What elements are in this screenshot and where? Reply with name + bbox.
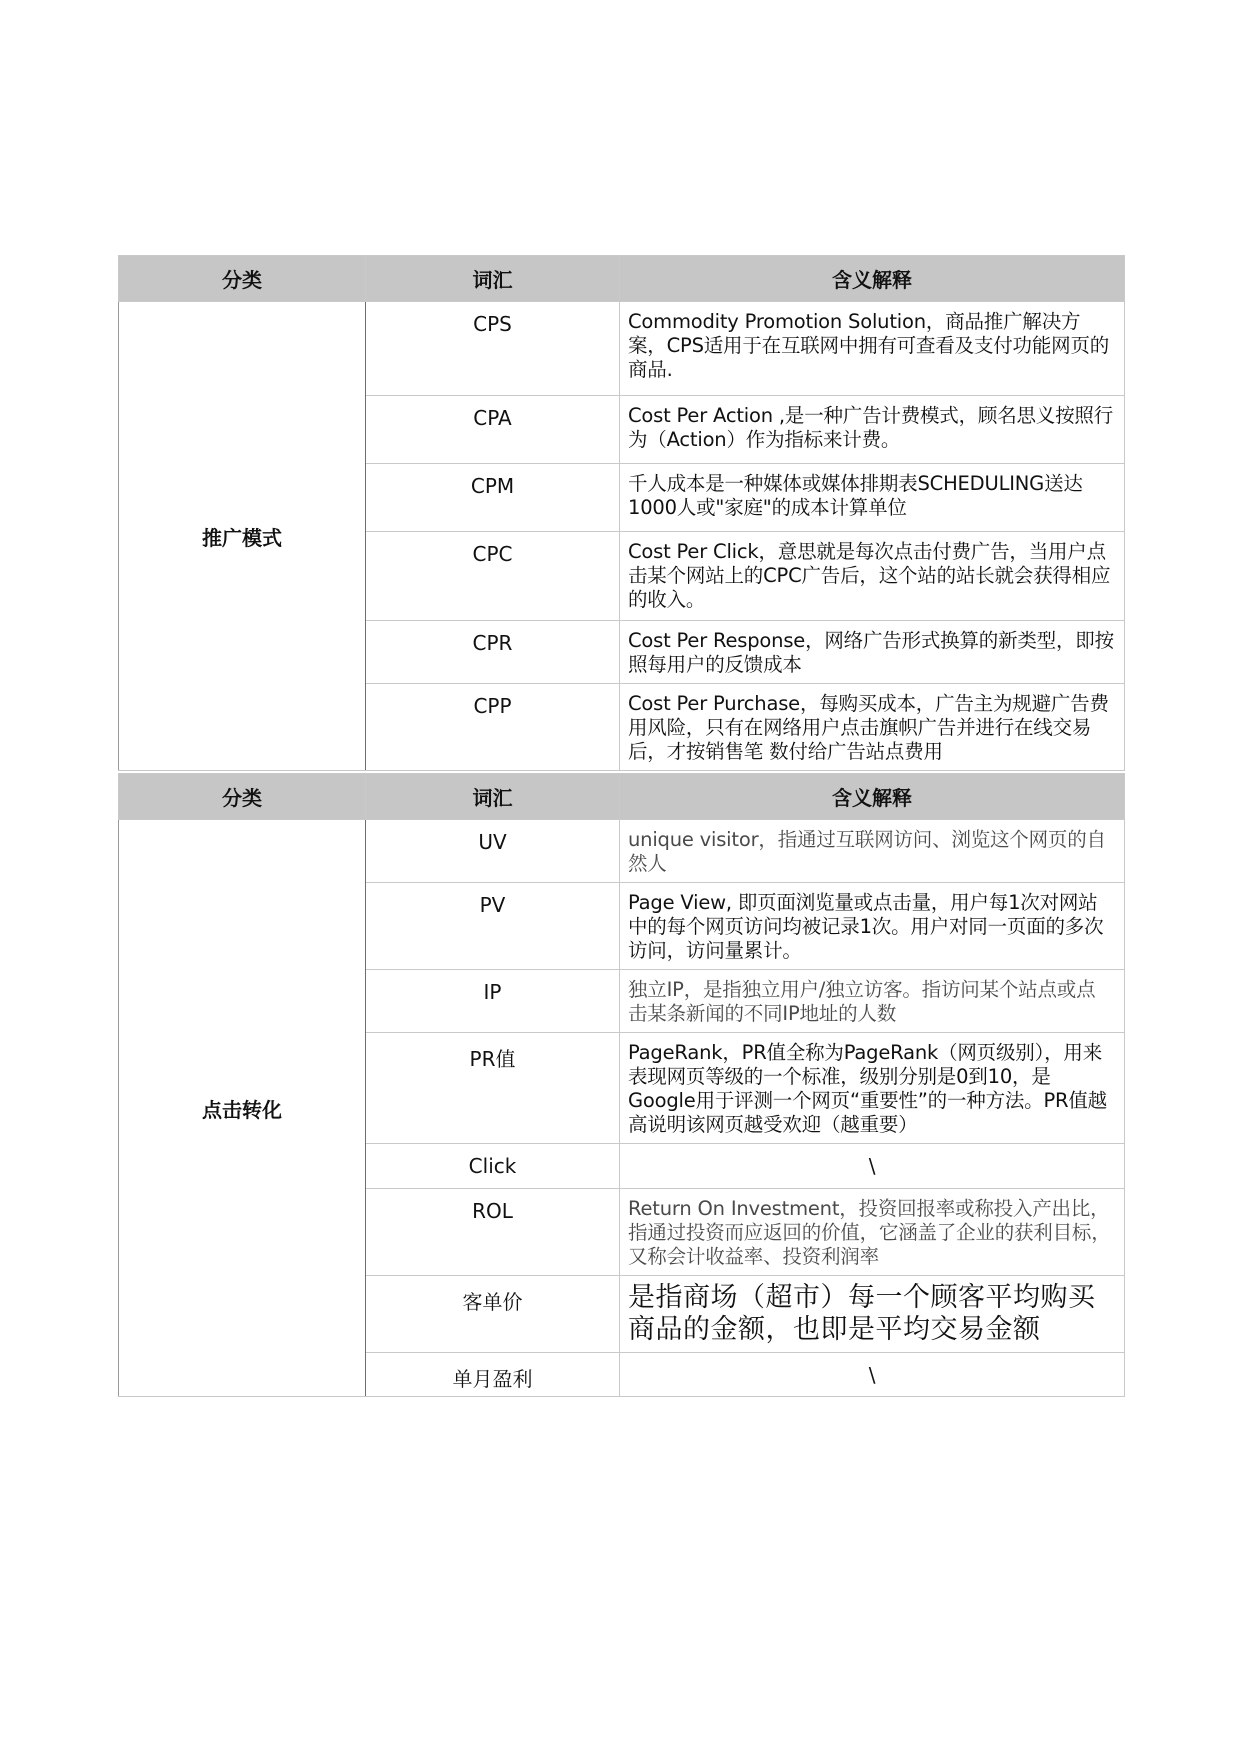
meaning-cell: unique visitor，指通过互联网访问、浏览这个网页的自然人 (620, 820, 1125, 883)
term-cell: ROL (366, 1189, 620, 1276)
term-cell: CPC (366, 532, 620, 621)
category-cell: 推广模式 (119, 302, 366, 771)
meaning-cell: Cost Per Action ,是一种广告计费模式，顾名思义按照行为（Action）作为指标来计费。 (620, 396, 1125, 464)
term-cell: PV (366, 883, 620, 970)
term-cell: CPM (366, 464, 620, 532)
header-meaning: 含义解释 (620, 774, 1125, 820)
table-header-row (119, 256, 1125, 302)
term-cell: CPA (366, 396, 620, 464)
meaning-cell: 是指商场（超市）每一个顾客平均购买商品的金额，也即是平均交易金额 (620, 1276, 1125, 1353)
term-cell: CPS (366, 302, 620, 396)
meaning-cell: Page View, 即页面浏览量或点击量，用户每1次对网站中的每个网页访问均被记录1次。用户对同一页面的多次访问，访问量累计。 (620, 883, 1125, 970)
term-cell: Click (366, 1144, 620, 1189)
meaning-cell: Cost Per Purchase，每购买成本，广告主为规避广告费用风险，只有在网络用户点击旗帜广告并进行在线交易后，才按销售笔 数付给广告站点费用 (620, 684, 1125, 771)
term-cell: PR值 (366, 1033, 620, 1144)
meaning-cell: 独立IP，是指独立用户/独立访客。指访问某个站点或点击某条新闻的不同IP地址的人数 (620, 970, 1125, 1033)
meaning-cell: Cost Per Response，网络广告形式换算的新类型，即按照每用户的反馈成本 (620, 621, 1125, 684)
meaning-cell: \ (620, 1144, 1125, 1189)
header-term: 词汇 (366, 256, 620, 302)
meaning-cell: PageRank，PR值全称为PageRank（网页级别），用来表现网页等级的一个标准，级别分别是0到10，是Google用于评测一个网页“重要性”的一种方法。PR值越高说明该网页越受欢迎（越重要） (620, 1033, 1125, 1144)
meaning-cell: Cost Per Click，意思就是每次点击付费广告，当用户点击某个网站上的CPC广告后，这个站的站长就会获得相应的收入。 (620, 532, 1125, 621)
header-term: 词汇 (366, 774, 620, 820)
meaning-cell: \ (620, 1353, 1125, 1397)
term-cell: CPR (366, 621, 620, 684)
header-category: 分类 (119, 256, 366, 302)
click-conversion-table (118, 773, 1125, 1397)
meaning-cell: Return On Investment，投资回报率或称投入产出比，指通过投资而应返回的价值，它涵盖了企业的获利目标，又称会计收益率、投资利润率 (620, 1189, 1125, 1276)
term-cell: 单月盈利 (366, 1353, 620, 1397)
header-category: 分类 (119, 774, 366, 820)
category-cell: 点击转化 (119, 820, 366, 1397)
table-row (119, 820, 1125, 883)
term-cell: IP (366, 970, 620, 1033)
meaning-cell: Commodity Promotion Solution，商品推广解决方案，CPS适用于在互联网中拥有可查看及支付功能网页的商品. (620, 302, 1125, 396)
promotion-mode-table (118, 255, 1125, 771)
table-header-row (119, 774, 1125, 820)
term-cell: UV (366, 820, 620, 883)
header-meaning: 含义解释 (620, 256, 1125, 302)
term-cell: 客单价 (366, 1276, 620, 1353)
term-cell: CPP (366, 684, 620, 771)
meaning-cell: 千人成本是一种媒体或媒体排期表SCHEDULING送达1000人或"家庭"的成本计算单位 (620, 464, 1125, 532)
table-row (119, 302, 1125, 396)
